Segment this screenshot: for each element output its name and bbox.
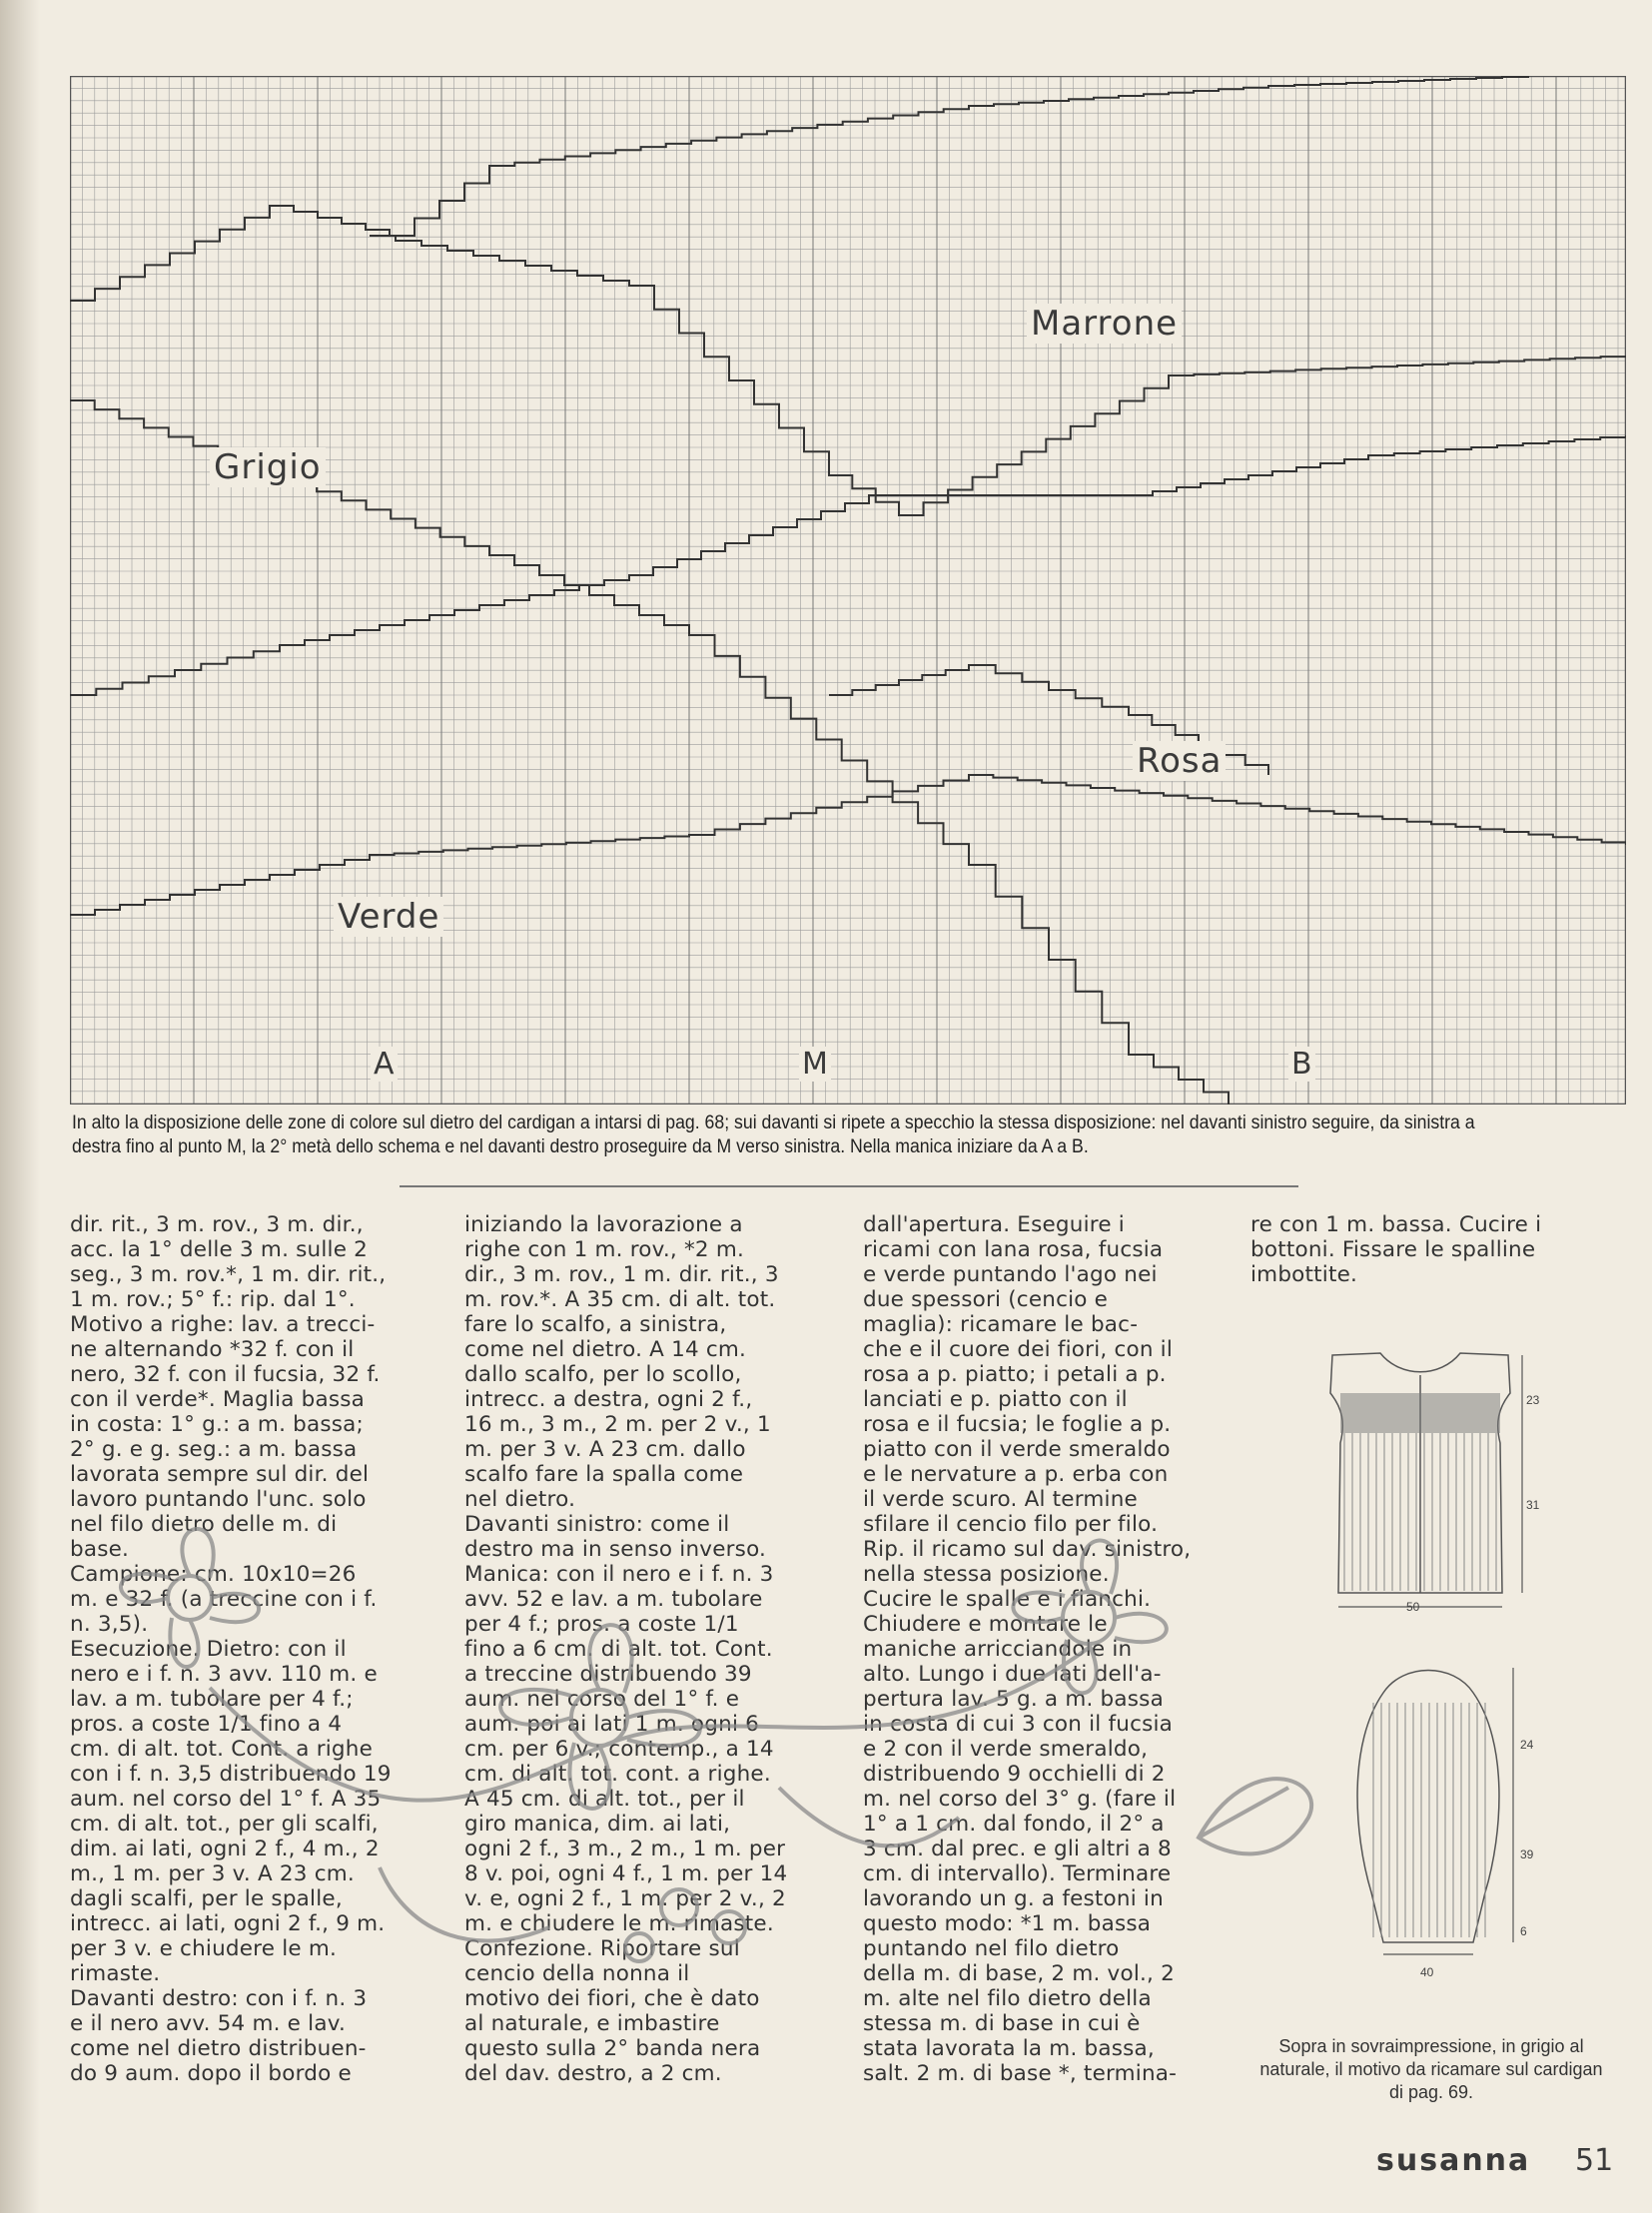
- vest-lower-label: 31: [1526, 1498, 1540, 1512]
- vest-width-label: 50: [1406, 1600, 1420, 1614]
- stem-icon: [210, 1648, 1089, 1961]
- vest-schematic: [1310, 1333, 1550, 1613]
- zone-label-green: Verde: [334, 897, 443, 937]
- marker-b: B: [1288, 1047, 1315, 1082]
- sleeve-width-label: 40: [1420, 1965, 1434, 1979]
- intarsia-chart: [70, 76, 1626, 1105]
- instructions-column-2: iniziando la lavorazione a righe con 1 m. rov., *2 m. dir., 3 m. rov., 1 m. dir. rit., 3 m. rov.*. A 35 cm. di alt. tot. fare lo scalfo, a sinistra, come nel dietro. A 14 cm. dallo scalfo, per lo scollo, intrecc. a destra, ogni 2 f., 16 m., 3 m., 2 m. per 2 v., 1 m. per 3 v. A 23 cm. dallo scalfo fare la spalla come nel dietro. Davanti sinistro: come il destro ma in senso inverso. Manica: con il nero e i f. n. 3 avv. 52 e lav. a m. tubolare per 4 f.; pros. a coste 1/1 fino a 6 cm. di alt. tot. Cont. a treccine distribuendo 39 aum. nel corso del 1° f. e aum. poi ai lati 1 m. ogni 6 cm. per 6 v.; contemp., a 14 cm. di alt. tot. cont. a righe. A 45 cm. di alt. tot., per il giro manica, dim. ai lati, ogni 2 f., 3 m., 2 m., 1 m. per 8 v. poi, ogni 4 f., 1 m. per 14 v. e, ogni 2 f., 1 m. per 2 v., 2 m. e chiudere le m. rimaste. Confezione. Riportare sul cencio della nonna il motivo dei fiori, che è dato al naturale, e imbastire questo sulla 2° banda nera del dav. destro, a 2 cm.: [464, 1212, 788, 2086]
- motif-caption: Sopra in sovraimpressione, in grigio al naturale, il motivo da ricamare sul cardigan di pag. 69.: [1259, 2036, 1603, 2102]
- sleeve-cuff-label: 6: [1520, 1924, 1527, 1938]
- zone-label-pink: Rosa: [1133, 741, 1226, 781]
- instructions-column-3: dall'apertura. Eseguire i ricami con lana rosa, fucsia e verde puntando l'ago nei due spessori (cencio e maglia): ricamare le bac- che e il cuore dei fiori, con il rosa a p. piatto; i petali a p. lanciati e p. piatto con il rosa e il fucsia; le foglie a p. piatto con il verde smeraldo e le nervature a p. erba con il verde scuro. Al termine sfilare il cencio filo per filo. Rip. il ricamo sul dav. sinistro, nella stessa posizione. Cucire le spalle e i fianchi. Chiudere e montare le maniche arricciandole in alto. Lungo i due lati dell'a- pertura lav. 5 g. a m. bassa in costa di cui 3 con il fucsia e 2 con il verde smeraldo, distribuendo 9 occhielli di 2 m. nel corso del 3° g. (fare il 1° a 1 cm. dal fondo, il 2° a 3 cm. dal prec. e gli altri a 8 cm. di intervallo). Terminare lavorando un g. a festoni in questo modo: *1 m. bassa puntando nel filo dietro della m. di base, 2 m. vol., 2 m. alte nel filo dietro della stessa m. di base in cui è stata lavorata la m. bassa, salt. 2 m. di base *, termina-: [863, 1212, 1192, 2086]
- color-zone-boundary: [70, 400, 1229, 1105]
- caption-divider: [400, 1185, 1298, 1187]
- zone-label-grey: Grigio: [210, 447, 326, 487]
- sleeve-upper-label: 24: [1520, 1738, 1534, 1752]
- chart-caption: In alto la disposizione delle zone di colore sul dietro del cardigan a intarsi di pag. 68; sui davanti si ripete a specchio la stessa disposizione: nel davanti sinistro seguire, da sinistra a destra fino al punto M, la 2° metà dello schema e nel davanti destro proseguire da M verso sinistra. Nella manica iniziare da A a B.: [72, 1112, 1475, 1157]
- zone-label-brown: Marrone: [1027, 304, 1182, 344]
- magazine-brand: susanna: [1376, 2143, 1531, 2178]
- leaf-icon: [1199, 1779, 1311, 1853]
- vest-upper-label: 23: [1526, 1393, 1540, 1407]
- flower-center-icon: [500, 1625, 700, 1809]
- sleeve-middle-label: 39: [1520, 1847, 1534, 1861]
- instructions-column-4: re con 1 m. bassa. Cucire i bottoni. Fissare le spalline imbottite.: [1250, 1212, 1542, 1287]
- embroidery-motif-overlay: [80, 1488, 1338, 2087]
- marker-m: M: [799, 1047, 831, 1082]
- sleeve-schematic: [1343, 1653, 1533, 1962]
- instructions-column-1: dir. rit., 3 m. rov., 3 m. dir., acc. la 1° delle 3 m. sulle 2 seg., 3 m. rov.*, 1 m. dir. rit., 1 m. rov.; 5° f.: rip. dal 1°. Motivo a righe: lav. a trecci- ne alternando *32 f. con il nero, 32 f. con il fucsia, 32 f. con il verde*. Maglia bassa in costa: 1° g.: a m. bassa; 2° g. e g. seg.: a m. bassa lavorata sempre sul dir. del lavoro puntando l'unc. solo nel filo dietro delle m. di base. Campione: cm. 10x10=26 m. e 32 f. (a treccine con i f. n. 3,5). Esecuzione. Dietro: con il nero e i f. n. 3 avv. 110 m. e lav. a m. tubolare per 4 f.; pros. a coste 1/1 fino a 4 cm. di alt. tot. Cont. a righe con i f. n. 3,5 distribuendo 19 aum. nel corso del 1° f. A 35 cm. di alt. tot., per gli scalfi, dim. ai lati, ogni 2 f., 4 m., 2 m., 1 m. per 3 v. A 23 cm. dagli scalfi, per le spalle, intrecc. ai lati, ogni 2 f., 9 m. per 3 v. e chiudere le m. rimaste. Davanti destro: con i f. n. 3 e il nero avv. 54 m. e lav. come nel dietro distribuen- do 9 aum. dopo il bordo e: [70, 1212, 392, 2086]
- color-zone-boundary: [370, 236, 1626, 515]
- page-number: 51: [1575, 2143, 1614, 2178]
- marker-a: A: [371, 1047, 398, 1082]
- color-zone-boundary: [70, 775, 1626, 915]
- flower-left-icon: [121, 1529, 259, 1667]
- chart-grid: [70, 76, 1626, 1105]
- page-binding-shadow: [0, 0, 40, 2213]
- flower-right-icon: [1013, 1540, 1166, 1693]
- color-zone-boundary: [70, 76, 1528, 301]
